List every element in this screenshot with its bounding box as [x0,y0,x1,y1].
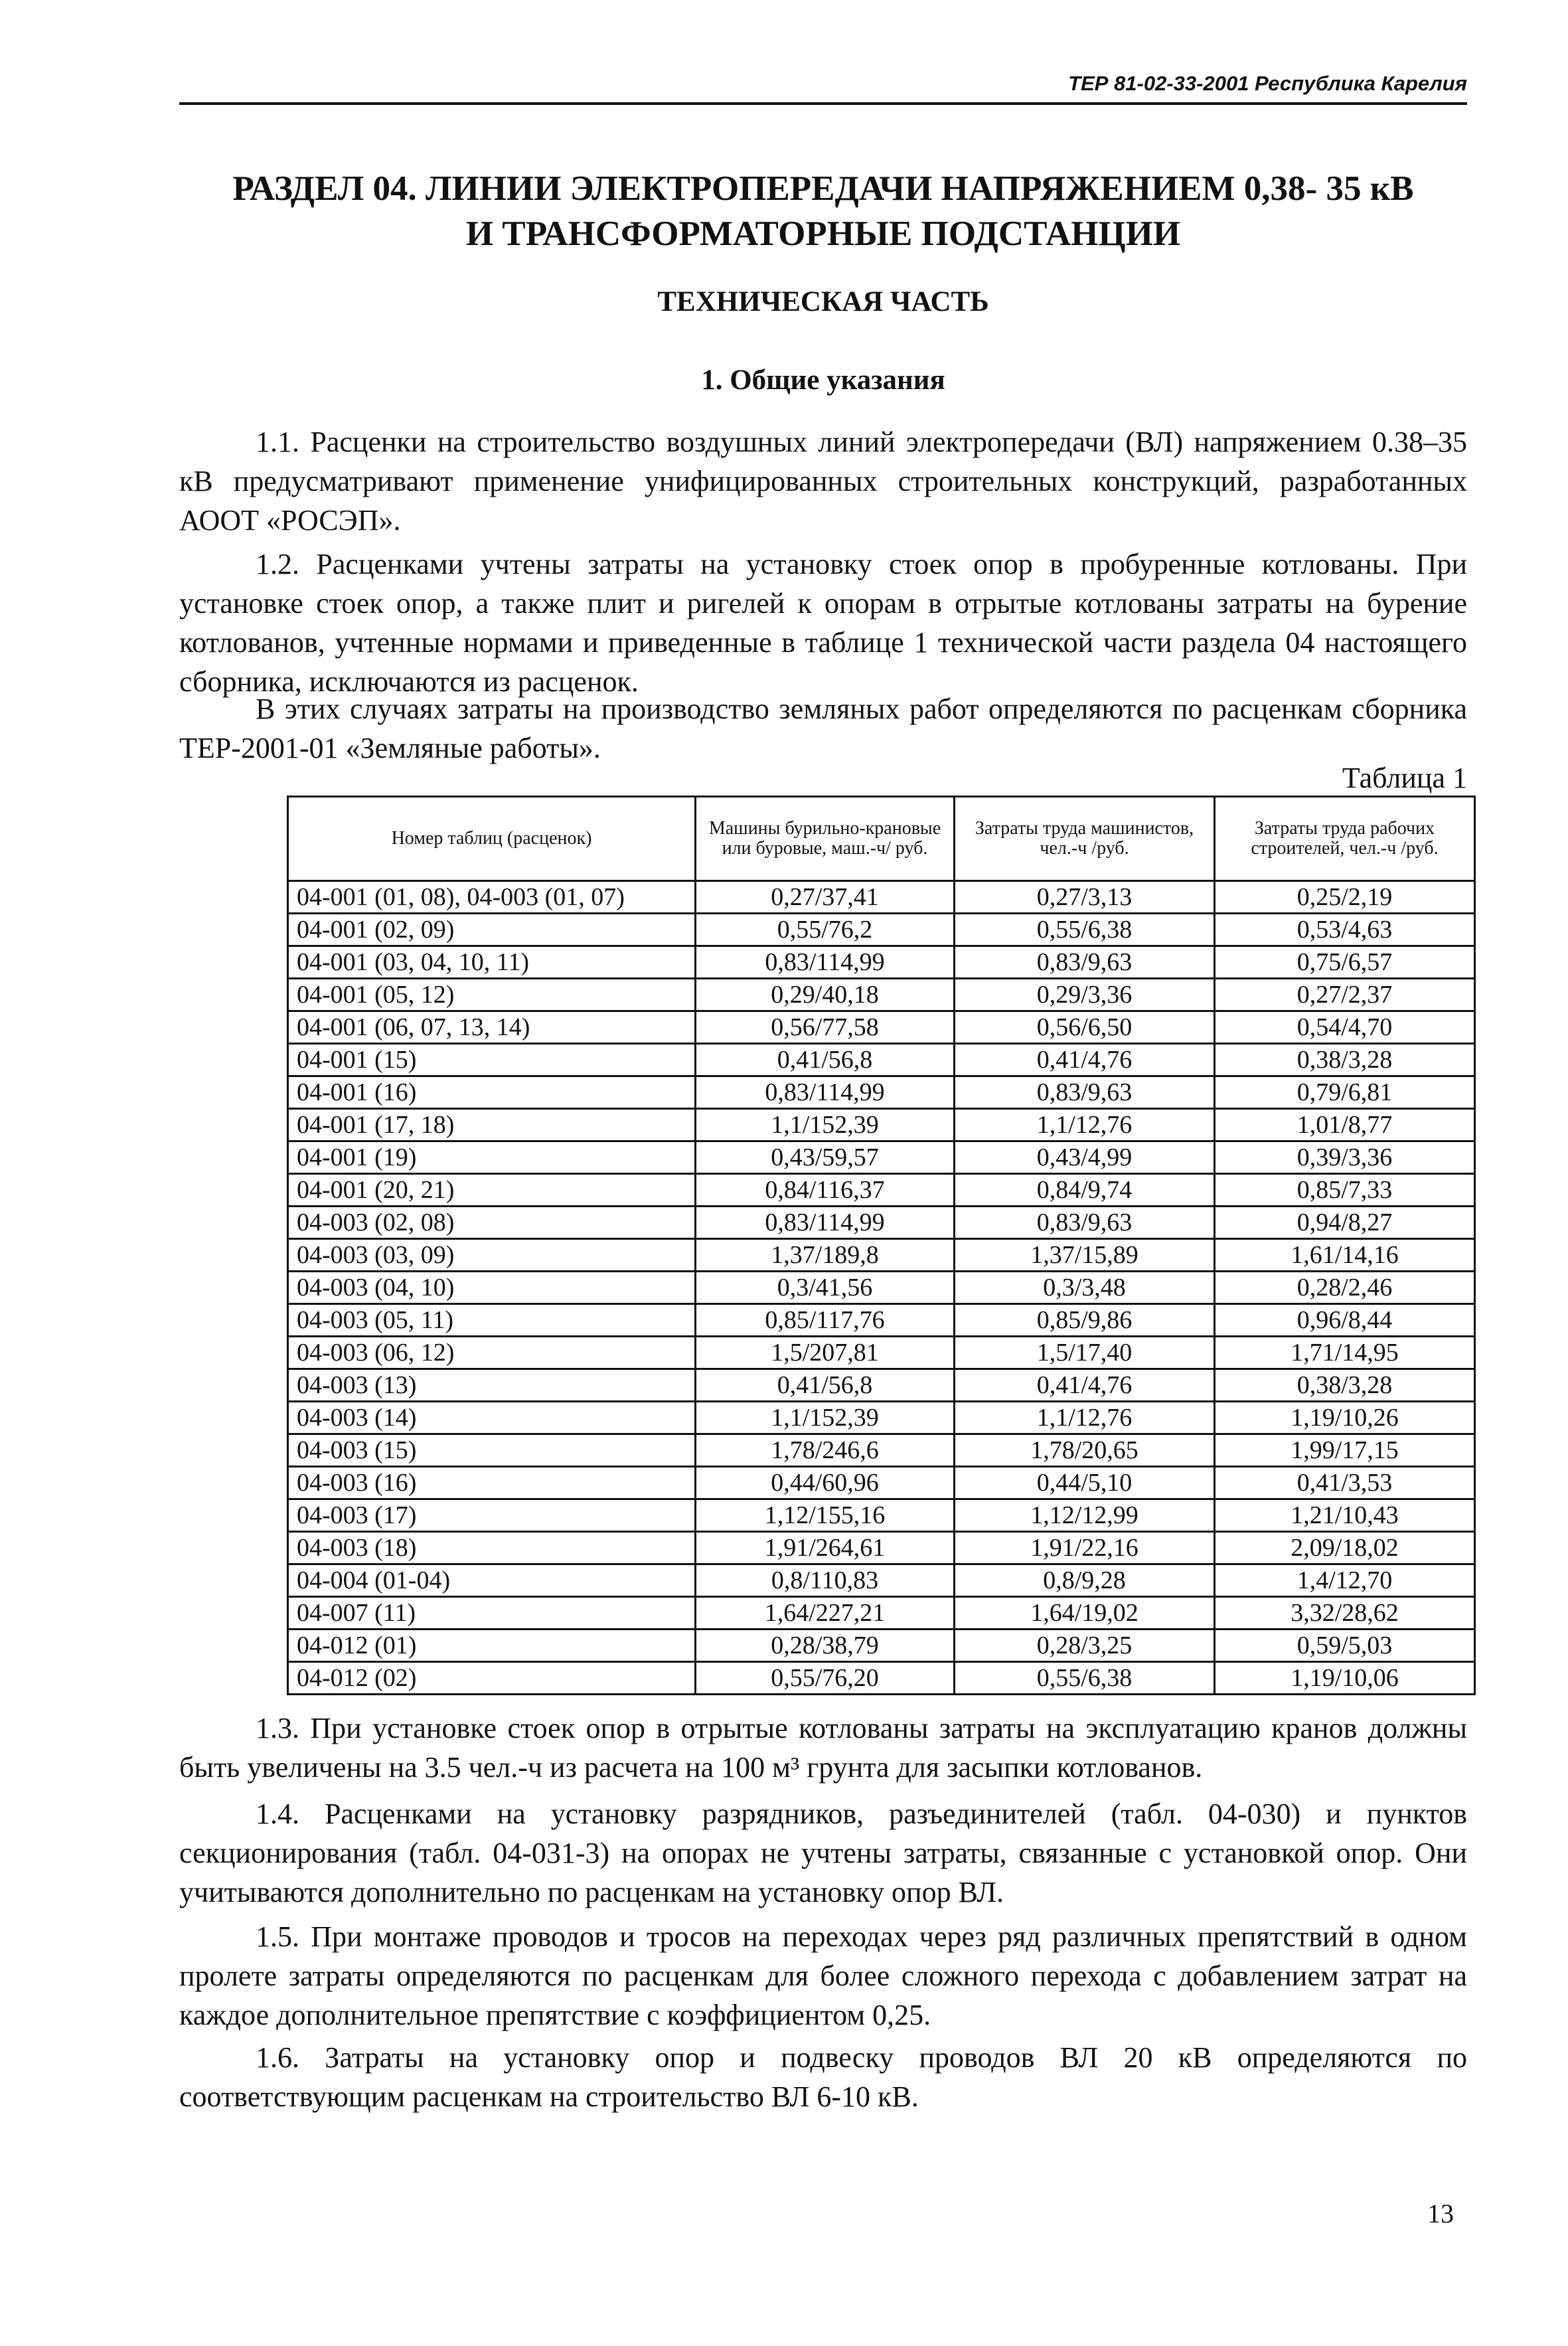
table-cell-value: 0,53/4,63 [1215,914,1475,946]
table-caption: Таблица 1 [1342,762,1467,794]
table-cell-value: 1,71/14,95 [1215,1337,1475,1369]
table-cell-value: 1,01/8,77 [1215,1109,1475,1141]
table-cell-code: 04-012 (02) [288,1662,696,1695]
table-cell-value: 1,5/207,81 [696,1337,955,1369]
table-cell-code: 04-007 (11) [288,1597,696,1630]
table-row [288,1369,1475,1402]
table-cell-value: 1,5/17,40 [955,1337,1215,1369]
table-cell-code: 04-001 (06, 07, 13, 14) [288,1011,696,1044]
paragraph-1-3-text: 1.3. При установке стоек опор в отрытые котлованы затраты на эксплуатацию кранов должны быть увеличены на 3.5 чел.-ч из расчета на 100 м³ грунта для засыпки котлованов. [179,1712,1467,1784]
table-cell-value: 0,41/4,76 [955,1369,1215,1402]
paragraph-1-6-text: 1.6. Затраты на установку опор и подвеску проводов ВЛ 20 кВ определяются по соответствующим расценкам на строительство ВЛ 6-10 кВ. [179,2041,1467,2113]
table-cell-code: 04-001 (16) [288,1076,696,1109]
table-cell-code: 04-003 (06, 12) [288,1337,696,1369]
table-row [288,1174,1475,1207]
table-row [288,1076,1475,1109]
table-row [288,1434,1475,1467]
table-cell-value: 0,83/114,99 [696,1207,955,1239]
table-cell-value: 1,78/20,65 [955,1434,1215,1467]
table-cell-value: 1,21/10,43 [1215,1499,1475,1532]
table-row [288,1499,1475,1532]
header-builders-labor: Затраты труда рабочих строителей, чел.-ч /руб. [1215,797,1475,881]
table-row [288,1207,1475,1239]
table-cell-value: 0,28/3,25 [955,1630,1215,1662]
header-rule [179,102,1467,105]
table-cell-code: 04-003 (16) [288,1467,696,1499]
table-cell-value: 0,83/9,63 [955,946,1215,979]
table-cell-value: 0,8/110,83 [696,1564,955,1597]
table-cell-code: 04-001 (17, 18) [288,1109,696,1141]
table-cell-value: 3,32/28,62 [1215,1597,1475,1630]
table-row [288,1272,1475,1304]
table-row [288,1662,1475,1695]
table-cell-code: 04-003 (17) [288,1499,696,1532]
paragraph-1-2-text: 1.2. Расценками учтены затраты на установку стоек опор в пробуренные котлованы. При установке стоек опор, а также плит и ригелей к опорам в отрытые котлованы затраты на бурение котлованов, учтенные нормами и приведенные в таблице 1 технической части раздела 04 настоящего сборника, исключаются из расценок. [179,548,1467,698]
table-cell-value: 1,37/189,8 [696,1239,955,1272]
page-number: 13 [1427,2199,1454,2228]
table-cell-value: 0,55/76,2 [696,914,955,946]
table-row [288,1532,1475,1564]
table-cell-value: 0,83/114,99 [696,1076,955,1109]
table-cell-value: 0,85/7,33 [1215,1174,1475,1207]
table-cell-value: 1,99/17,15 [1215,1434,1475,1467]
table-cell-value: 0,75/6,57 [1215,946,1475,979]
table-cell-value: 0,94/8,27 [1215,1207,1475,1239]
table-cell-value: 1,1/152,39 [696,1402,955,1434]
table-row [288,914,1475,946]
table-cell-value: 0,29/3,36 [955,979,1215,1011]
table-cell-value: 0,44/5,10 [955,1467,1215,1499]
table-cell-code: 04-003 (02, 08) [288,1207,696,1239]
table-cell-code: 04-001 (19) [288,1141,696,1174]
table-cell-value: 0,27/2,37 [1215,979,1475,1011]
table-cell-value: 0,27/3,13 [955,881,1215,914]
header-machines: Машины бурильно-крановые или буровые, маш.-ч/ руб. [696,797,955,881]
table-cell-code: 04-001 (15) [288,1044,696,1076]
table-cell-value: 0,38/3,28 [1215,1369,1475,1402]
table-row [288,1239,1475,1272]
table-cell-value: 0,59/5,03 [1215,1630,1475,1662]
table-cell-code: 04-003 (18) [288,1532,696,1564]
table-cell-value: 0,41/4,76 [955,1044,1215,1076]
table-row [288,1337,1475,1369]
header-operators-labor: Затраты труда машинистов, чел.-ч /руб. [955,797,1215,881]
running-header: ТЕР 81-02-33-2001 Республика Карелия [1068,72,1467,95]
table-cell-code: 04-003 (04, 10) [288,1272,696,1304]
paragraph-1-4 [179,1794,1467,1912]
table-row [288,979,1475,1011]
table-row [288,1564,1475,1597]
table-cell-value: 0,44/60,96 [696,1467,955,1499]
table-cell-value: 1,12/12,99 [955,1499,1215,1532]
table-cell-value: 1,61/14,16 [1215,1239,1475,1272]
table-cell-value: 1,12/155,16 [696,1499,955,1532]
paragraph-1-1-text: 1.1. Расценки на строительство воздушных линий электропередачи (ВЛ) напряжением 0.38–35 кВ предусматривают применение унифицированных строительных конструкций, разработанных АООТ «РОСЭП». [179,426,1467,537]
table-cell-code: 04-003 (05, 11) [288,1304,696,1337]
section-title [179,166,1467,256]
table-cell-value: 0,55/6,38 [955,914,1215,946]
table-cell-value: 1,91/22,16 [955,1532,1215,1564]
header-table-number: Номер таблиц (расценок) [288,797,696,881]
table-cell-code: 04-012 (01) [288,1630,696,1662]
table-cell-value: 1,1/12,76 [955,1109,1215,1141]
table-cell-code: 04-001 (02, 09) [288,914,696,946]
table-cell-value: 1,64/19,02 [955,1597,1215,1630]
table-cell-value: 0,39/3,36 [1215,1141,1475,1174]
table-row [288,1402,1475,1434]
table-cell-value: 0,96/8,44 [1215,1304,1475,1337]
table-cell-value: 0,83/9,63 [955,1076,1215,1109]
table-cell-value: 1,19/10,06 [1215,1662,1475,1695]
table-row [288,1630,1475,1662]
section-title-line-1: РАЗДЕЛ 04. ЛИНИИ ЭЛЕКТРОПЕРЕДАЧИ НАПРЯЖЕНИЕМ 0,38- 35 кВ [232,169,1414,208]
paragraph-1-2 [179,545,1467,701]
table-cell-value: 0,56/77,58 [696,1011,955,1044]
table-row [288,1597,1475,1630]
table-cell-value: 0,38/3,28 [1215,1044,1475,1076]
table-cell-value: 0,41/56,8 [696,1369,955,1402]
table-cell-value: 0,83/114,99 [696,946,955,979]
table-body [288,881,1475,1695]
paragraph-1-5 [179,1917,1467,2035]
table-cell-value: 1,1/152,39 [696,1109,955,1141]
table-cell-value: 0,85/9,86 [955,1304,1215,1337]
table-row [288,1044,1475,1076]
paragraph-1-1 [179,422,1467,540]
table-cell-code: 04-003 (15) [288,1434,696,1467]
table-header-row [288,797,1475,881]
table-cell-value: 0,29/40,18 [696,979,955,1011]
table-cell-value: 1,1/12,76 [955,1402,1215,1434]
table-cell-code: 04-001 (05, 12) [288,979,696,1011]
table-cell-value: 0,3/3,48 [955,1272,1215,1304]
table-cell-value: 0,27/37,41 [696,881,955,914]
section-title-line-2: И ТРАНСФОРМАТОРНЫЕ ПОДСТАНЦИИ [465,214,1181,253]
table-cell-value: 0,55/76,20 [696,1662,955,1695]
table-cell-code: 04-003 (13) [288,1369,696,1402]
table-cell-value: 0,79/6,81 [1215,1076,1475,1109]
table-cell-value: 1,19/10,26 [1215,1402,1475,1434]
table-cell-value: 1,64/227,21 [696,1597,955,1630]
part-heading: ТЕХНИЧЕСКАЯ ЧАСТЬ [657,286,989,317]
table-row [288,1141,1475,1174]
table-cell-code: 04-001 (03, 04, 10, 11) [288,946,696,979]
paragraph-1-6 [179,2038,1467,2116]
table-cell-value: 1,91/264,61 [696,1532,955,1564]
table-row [288,1011,1475,1044]
table-cell-value: 0,84/116,37 [696,1174,955,1207]
paragraph-1-2-continued [179,689,1467,768]
table-cell-value: 0,83/9,63 [955,1207,1215,1239]
table-cell-code: 04-003 (03, 09) [288,1239,696,1272]
table-cell-value: 0,25/2,19 [1215,881,1475,914]
table-row [288,1467,1475,1499]
subsection-heading: 1. Общие указания [701,365,945,396]
table-cell-value: 0,43/4,99 [955,1141,1215,1174]
table-cell-value: 0,3/41,56 [696,1272,955,1304]
table-row [288,1109,1475,1141]
paragraph-1-3 [179,1709,1467,1787]
table-cell-value: 0,54/4,70 [1215,1011,1475,1044]
table-row [288,881,1475,914]
table-cell-code: 04-003 (14) [288,1402,696,1434]
table-cell-value: 2,09/18,02 [1215,1532,1475,1564]
table-cell-code: 04-001 (20, 21) [288,1174,696,1207]
table-cell-value: 0,41/3,53 [1215,1467,1475,1499]
table-cell-value: 0,56/6,50 [955,1011,1215,1044]
table-cell-value: 0,55/6,38 [955,1662,1215,1695]
table-cell-value: 0,28/2,46 [1215,1272,1475,1304]
paragraph-1-4-text: 1.4. Расценками на установку разрядников, разъединителей (табл. 04-030) и пунктов секционирования (табл. 04-031-3) на опорах не учтены затраты, связанные с установкой опор. Они учитываются дополнительно по расценкам на установку опор ВЛ. [179,1798,1467,1908]
table-row [288,1304,1475,1337]
paragraph-1-5-text: 1.5. При монтаже проводов и тросов на переходах через ряд различных препятствий в одном пролете затраты определяются по расценкам для более сложного перехода с добавлением затрат на каждое дополнительное препятствие с коэффициентом 0,25. [179,1920,1467,2031]
table-cell-value: 1,4/12,70 [1215,1564,1475,1597]
table-cell-value: 1,78/246,6 [696,1434,955,1467]
table-cell-value: 0,8/9,28 [955,1564,1215,1597]
cost-table [287,796,1476,1695]
table-cell-value: 0,41/56,8 [696,1044,955,1076]
table-cell-code: 04-004 (01-04) [288,1564,696,1597]
table-cell-value: 0,85/117,76 [696,1304,955,1337]
table-cell-value: 0,84/9,74 [955,1174,1215,1207]
table-cell-value: 1,37/15,89 [955,1239,1215,1272]
table-cell-code: 04-001 (01, 08), 04-003 (01, 07) [288,881,696,914]
table-cell-value: 0,43/59,57 [696,1141,955,1174]
table-row [288,946,1475,979]
paragraph-1-2-continued-text: В этих случаях затраты на производство земляных работ определяются по расценкам сборника ТЕР-2001-01 «Земляные работы». [179,693,1467,764]
table-cell-value: 0,28/38,79 [696,1630,955,1662]
